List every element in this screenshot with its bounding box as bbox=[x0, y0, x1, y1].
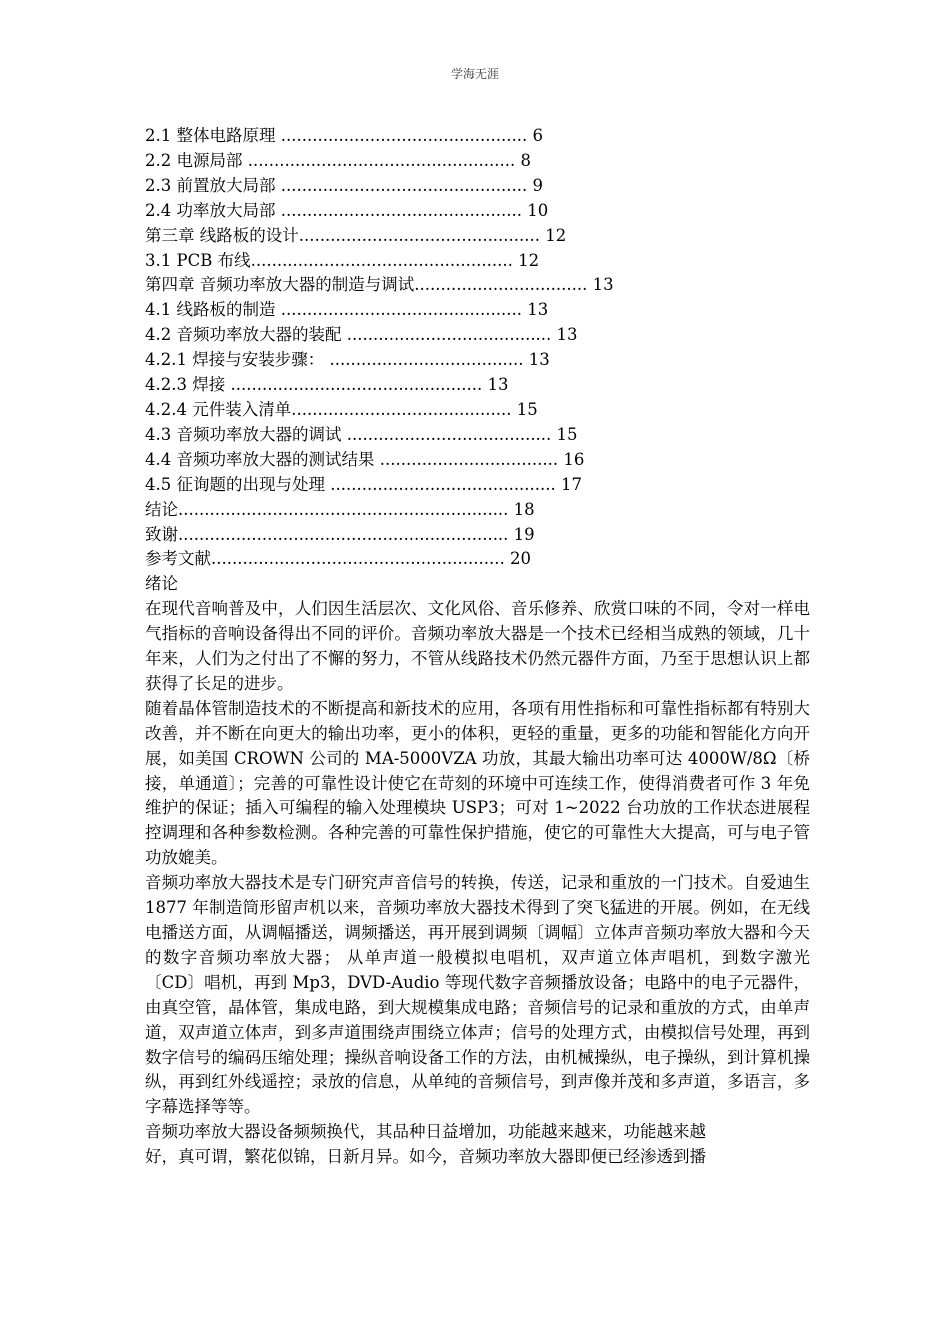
table-of-contents bbox=[145, 124, 810, 572]
toc-page: 16 bbox=[558, 449, 585, 469]
toc-entry[interactable] bbox=[145, 473, 810, 498]
toc-title: 4.2.4 元件装入清单 bbox=[145, 399, 292, 419]
toc-leader: .............................................. bbox=[275, 200, 523, 220]
toc-entry[interactable] bbox=[145, 249, 810, 274]
toc-page: 12 bbox=[540, 225, 567, 245]
toc-title: 第三章 线路板的设计 bbox=[145, 225, 299, 245]
toc-entry[interactable] bbox=[145, 448, 810, 473]
toc-page: 13 bbox=[551, 325, 578, 345]
toc-page: 19 bbox=[508, 524, 535, 544]
toc-title: 2.1 整体电路原理 bbox=[145, 126, 276, 145]
toc-page: 9 bbox=[527, 175, 544, 195]
body-paragraph: 随着晶体管制造技术的不断提高和新技术的应用，各项有用性指标和可靠性指标都有特别大改善，并不断在向更大的输出功率，更小的体积，更轻的重量，更多的功能和智能化方向开展，如美国 CROWN 公司的 MA-5000VZA 功放，其最大输出功率可达 4000W/8Ω〔桥接，单通道〕；完善的可靠性设计使它在苛刻的环境中可连续工作，使得消费者可作 3 年免维护的保证；插入可编程的输入处理模块 USP3；可对 1~2022 台功放的工作状态进展程控调理和各种参数检测。各种完善的可靠性保护措施，使它的可靠性大大提高，可与电子管功放媲美。 bbox=[145, 698, 810, 868]
toc-entry[interactable] bbox=[145, 523, 810, 548]
toc-page: 13 bbox=[482, 375, 509, 395]
toc-entry[interactable] bbox=[145, 373, 810, 398]
toc-title: 4.2 音频功率放大器的装配 bbox=[145, 325, 342, 345]
toc-title: 4.3 音频功率放大器的调试 bbox=[145, 424, 342, 444]
toc-page: 12 bbox=[512, 250, 540, 270]
toc-leader: .............................................. bbox=[298, 225, 541, 245]
toc-leader: .................................................. bbox=[250, 250, 513, 270]
toc-page: 13 bbox=[522, 300, 549, 320]
page-header: 学海无涯 bbox=[450, 67, 499, 81]
toc-leader: ................................. bbox=[414, 275, 588, 295]
toc-entry[interactable] bbox=[145, 149, 810, 174]
toc-entry[interactable] bbox=[145, 199, 810, 224]
toc-page: 13 bbox=[523, 350, 550, 370]
toc-leader: ............................................................... bbox=[178, 524, 509, 544]
toc-leader: ..................................... bbox=[324, 350, 524, 370]
section-heading: 绪论 bbox=[145, 574, 178, 594]
toc-entry[interactable] bbox=[145, 298, 810, 323]
toc-entry[interactable] bbox=[145, 547, 810, 572]
toc-leader: ........................................... bbox=[325, 474, 556, 494]
toc-entry[interactable] bbox=[145, 273, 810, 298]
toc-page: 6 bbox=[527, 126, 544, 145]
toc-page: 13 bbox=[587, 275, 614, 295]
toc-entry[interactable] bbox=[145, 423, 810, 448]
toc-page: 15 bbox=[551, 424, 578, 444]
toc-entry[interactable] bbox=[145, 174, 810, 199]
toc-page: 15 bbox=[511, 399, 538, 419]
toc-title: 3.1 PCB 布线 bbox=[145, 250, 251, 270]
toc-leader: .................................. bbox=[374, 449, 559, 469]
toc-page: 17 bbox=[555, 474, 583, 494]
toc-title: 4.4 音频功率放大器的测试结果 bbox=[145, 449, 375, 469]
toc-entry[interactable] bbox=[145, 348, 810, 373]
toc-entry[interactable] bbox=[145, 124, 810, 149]
toc-entry[interactable] bbox=[145, 323, 810, 348]
toc-title: 2.4 功率放大局部 bbox=[145, 200, 276, 220]
toc-title: 结论 bbox=[145, 499, 178, 519]
toc-title: 致谢 bbox=[145, 524, 178, 544]
toc-title: 2.2 电源局部 bbox=[145, 150, 243, 170]
toc-leader: ............................................... bbox=[275, 126, 528, 145]
toc-title: 4.2.1 焊接与安装步骤： bbox=[145, 350, 325, 370]
body-paragraph: 音频功率放大器技术是专门研究声音信号的转换，传送，记录和重放的一门技术。自爱迪生 1877 年制造筒形留声机以来，音频功率放大器技术得到了突飞猛进的开展。例如，在无线电播送方面，从调幅播送，调频播送，再开展到调频〔调幅〕立体声音频功率放大器和今天的数字音频功率放大器； 从单声道一般模拟电唱机，双声道立体声唱机，到数字激光〔CD〕唱机，再到 Mp3，DVD-Audio 等现代数字音频播放设备；电路中的电子元器件，由真空管，晶体管，集成电路，到大规模集成电路；音频信号的记录和重放的方式，由单声道，双声道立体声，到多声道围绕声围绕立体声；信号的处理方式，由模拟信号处理，再到数字信号的编码压缩处理；操纵音响设备工作的方法，由机械操纵，电子操纵，到计算机操纵，再到红外线遥控；录放的信息，从单纯的音频信号，到声像并茂和多声道，多语言，多字幕选择等等。 bbox=[145, 873, 810, 1117]
toc-entry[interactable] bbox=[145, 224, 810, 249]
toc-title: 4.2.3 焊接 bbox=[145, 375, 226, 395]
toc-leader: ........................................................ bbox=[211, 549, 505, 569]
toc-leader: ....................................... bbox=[341, 424, 552, 444]
toc-entry[interactable] bbox=[145, 498, 810, 523]
toc-leader: .......................................... bbox=[291, 399, 512, 419]
toc-title: 4.1 线路板的制造 bbox=[145, 300, 276, 320]
toc-page: 8 bbox=[515, 150, 531, 170]
toc-leader: ............................................................... bbox=[178, 499, 509, 519]
toc-entry[interactable] bbox=[145, 398, 810, 423]
paragraph-line: 音频功率放大器设备频频换代，其品种日益增加，功能越来越来，功能越来越 bbox=[145, 1122, 706, 1142]
toc-page: 10 bbox=[522, 200, 549, 220]
toc-title: 第四章 音频功率放大器的制造与调试 bbox=[145, 275, 415, 295]
toc-leader: ....................................... bbox=[341, 325, 552, 345]
toc-title: 4.5 征询题的出现与处理 bbox=[145, 474, 325, 494]
toc-leader: ................................................... bbox=[242, 150, 516, 170]
toc-title: 参考文献 bbox=[145, 549, 211, 569]
body-paragraph: 在现代音响普及中，人们因生活层次、文化风俗、音乐修养、欣赏口味的不同，令对一样电气指标的音响设备得出不同的评价。音频功率放大器是一个技术已经相当成熟的领域，几十年来，人们为之付出了不懈的努力，不管从线路技术仍然元器件方面，乃至于思想认识上都获得了长足的进步。 bbox=[145, 599, 810, 693]
toc-title: 2.3 前置放大局部 bbox=[145, 175, 276, 195]
toc-leader: .............................................. bbox=[275, 300, 523, 320]
toc-leader: ................................................ bbox=[225, 375, 483, 395]
document-body bbox=[145, 124, 810, 1170]
toc-page: 20 bbox=[504, 549, 531, 569]
body-paragraph bbox=[145, 1120, 810, 1170]
paragraph-line: 好，真可谓，繁花似锦，日新月异。如今，音频功率放大器即便已经渗透到播 bbox=[145, 1147, 706, 1167]
toc-leader: ............................................... bbox=[275, 175, 528, 195]
toc-page: 18 bbox=[508, 499, 535, 519]
